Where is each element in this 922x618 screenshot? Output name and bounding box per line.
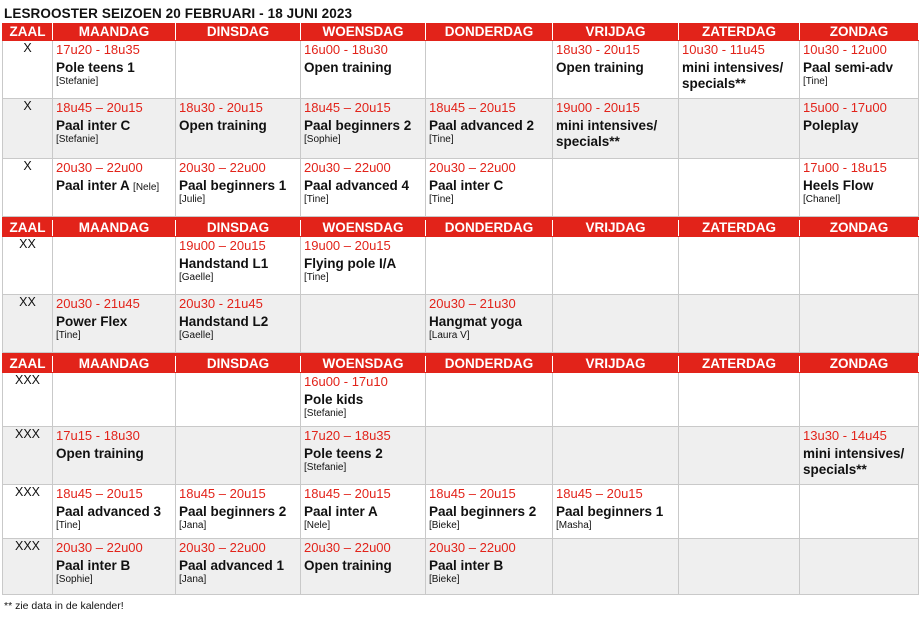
zaal-cell: XX bbox=[3, 237, 53, 295]
class-cell bbox=[176, 295, 301, 353]
class-cell bbox=[679, 373, 800, 427]
class-name-line bbox=[179, 256, 297, 272]
class-cell bbox=[53, 539, 176, 595]
class-cell bbox=[53, 237, 176, 295]
day-header-vrijdag: VRIJDAG bbox=[553, 220, 679, 237]
zaal-cell: XXX bbox=[3, 373, 53, 427]
class-name-line bbox=[429, 314, 549, 330]
class-time: 18u45 – 20u15 bbox=[304, 486, 391, 501]
class-name: Open training bbox=[179, 118, 267, 133]
class-cell bbox=[553, 159, 679, 217]
class-time: 19u00 – 20u15 bbox=[179, 238, 266, 253]
zaal-cell: XXX bbox=[3, 539, 53, 595]
class-time: 16u00 - 17u10 bbox=[304, 374, 388, 389]
class-cell bbox=[426, 295, 553, 353]
teacher-name: [Tine] bbox=[304, 194, 329, 205]
class-name: Power Flex bbox=[56, 314, 128, 329]
teacher-name: [Tine] bbox=[803, 76, 828, 87]
class-time: 18u45 – 20u15 bbox=[304, 100, 391, 115]
class-cell bbox=[176, 373, 301, 427]
schedule-row bbox=[3, 237, 919, 295]
class-cell bbox=[426, 427, 553, 485]
class-cell bbox=[553, 539, 679, 595]
class-time: 19u00 – 20u15 bbox=[304, 238, 391, 253]
class-name: Pole kids bbox=[304, 392, 364, 407]
class-cell bbox=[553, 295, 679, 353]
day-header-donderdag: DONDERDAG bbox=[426, 220, 553, 237]
class-name-line bbox=[803, 118, 915, 134]
class-cell bbox=[426, 237, 553, 295]
class-name-line bbox=[803, 178, 915, 194]
class-name-line bbox=[556, 504, 675, 520]
day-header-woensdag: WOENSDAG bbox=[301, 220, 426, 237]
class-name: Paal beginners 2 bbox=[179, 504, 287, 519]
class-name-line bbox=[429, 118, 549, 134]
class-name: Paal advanced 2 bbox=[429, 118, 535, 133]
teacher-name: [Tine] bbox=[429, 134, 454, 145]
class-name-line bbox=[556, 118, 675, 150]
class-name-line bbox=[803, 446, 915, 478]
teacher-name: [Stefanie] bbox=[304, 462, 347, 473]
day-header-dinsdag: DINSDAG bbox=[176, 24, 301, 41]
class-name: Pole teens 2 bbox=[304, 446, 383, 461]
day-header-maandag: MAANDAG bbox=[53, 24, 176, 41]
class-cell bbox=[53, 99, 176, 159]
class-cell bbox=[426, 373, 553, 427]
class-name: mini intensives/ specials** bbox=[682, 60, 784, 91]
day-header-dinsdag: DINSDAG bbox=[176, 356, 301, 373]
day-header-zaterdag: ZATERDAG bbox=[679, 356, 800, 373]
teacher-name: [Laura V] bbox=[429, 330, 470, 341]
teacher-name: [Nele] bbox=[304, 520, 331, 531]
zaal-header: ZAAL bbox=[3, 24, 53, 41]
class-time: 18u45 – 20u15 bbox=[179, 486, 266, 501]
teacher-name: [Nele] bbox=[133, 182, 160, 193]
day-header-zondag: ZONDAG bbox=[800, 24, 919, 41]
class-name: Open training bbox=[56, 446, 144, 461]
class-name-line bbox=[304, 60, 422, 76]
class-name: Handstand L1 bbox=[179, 256, 269, 271]
class-time: 10u30 - 12u00 bbox=[803, 42, 887, 57]
class-cell bbox=[679, 159, 800, 217]
teacher-name: [Jana] bbox=[179, 574, 207, 585]
class-cell bbox=[553, 485, 679, 539]
class-name-line bbox=[429, 558, 549, 574]
class-cell bbox=[176, 41, 301, 99]
teacher-name: [Sophie] bbox=[56, 574, 93, 585]
zaal-cell: X bbox=[3, 159, 53, 217]
class-name: Paal inter B bbox=[429, 558, 504, 573]
class-name: Handstand L2 bbox=[179, 314, 269, 329]
class-name: Poleplay bbox=[803, 118, 859, 133]
day-header-zondag: ZONDAG bbox=[800, 356, 919, 373]
class-name-line bbox=[304, 504, 422, 520]
day-header-zaterdag: ZATERDAG bbox=[679, 24, 800, 41]
teacher-name: [Masha] bbox=[556, 520, 592, 531]
schedule-row bbox=[3, 373, 919, 427]
teacher-name: [Chanel] bbox=[803, 194, 841, 205]
class-name-line bbox=[304, 558, 422, 574]
class-cell bbox=[53, 295, 176, 353]
teacher-name: [Sophie] bbox=[304, 134, 341, 145]
class-cell bbox=[301, 373, 426, 427]
class-time: 20u30 – 21u30 bbox=[429, 296, 516, 311]
class-time: 16u00 - 18u30 bbox=[304, 42, 388, 57]
class-name: Paal inter A bbox=[56, 178, 130, 193]
class-name-line bbox=[179, 314, 297, 330]
day-header-row bbox=[3, 356, 919, 373]
class-time: 17u00 - 18u15 bbox=[803, 160, 887, 175]
class-name-line bbox=[56, 558, 172, 574]
class-cell bbox=[176, 427, 301, 485]
class-cell bbox=[679, 295, 800, 353]
class-cell bbox=[301, 295, 426, 353]
class-time: 18u45 – 20u15 bbox=[429, 100, 516, 115]
zaal-header: ZAAL bbox=[3, 356, 53, 373]
class-time: 18u30 - 20u15 bbox=[556, 42, 640, 57]
class-name: Flying pole I/A bbox=[304, 256, 397, 271]
class-cell bbox=[800, 373, 919, 427]
day-header-vrijdag: VRIJDAG bbox=[553, 24, 679, 41]
class-time: 20u30 – 22u00 bbox=[304, 160, 391, 175]
day-header-vrijdag: VRIJDAG bbox=[553, 356, 679, 373]
class-cell bbox=[53, 41, 176, 99]
day-header-maandag: MAANDAG bbox=[53, 220, 176, 237]
class-name: Paal advanced 1 bbox=[179, 558, 285, 573]
class-cell bbox=[176, 159, 301, 217]
teacher-name: [Stefanie] bbox=[304, 408, 347, 419]
day-header-woensdag: WOENSDAG bbox=[301, 356, 426, 373]
class-cell bbox=[553, 237, 679, 295]
class-cell bbox=[301, 237, 426, 295]
class-name-line bbox=[682, 60, 796, 92]
class-cell bbox=[679, 485, 800, 539]
class-cell bbox=[176, 237, 301, 295]
class-time: 20u30 – 22u00 bbox=[429, 540, 516, 555]
class-time: 18u45 – 20u15 bbox=[429, 486, 516, 501]
class-time: 20u30 – 22u00 bbox=[56, 540, 143, 555]
day-header-row bbox=[3, 24, 919, 41]
class-cell bbox=[426, 99, 553, 159]
teacher-name: [Stefanie] bbox=[56, 134, 99, 145]
class-name: mini intensives/ specials** bbox=[556, 118, 658, 149]
teacher-name: [Tine] bbox=[56, 520, 81, 531]
class-cell bbox=[679, 41, 800, 99]
class-cell bbox=[553, 427, 679, 485]
zaal-cell: XXX bbox=[3, 427, 53, 485]
teacher-name: [Gaelle] bbox=[179, 330, 214, 341]
class-cell bbox=[800, 427, 919, 485]
class-name-line bbox=[56, 118, 172, 134]
teacher-name: [Julie] bbox=[179, 194, 206, 205]
class-name: Heels Flow bbox=[803, 178, 874, 193]
class-cell bbox=[679, 427, 800, 485]
class-cell bbox=[301, 539, 426, 595]
footnote: ** zie data in de kalender! bbox=[4, 600, 124, 612]
class-name-line bbox=[179, 118, 297, 134]
class-name: Paal inter C bbox=[429, 178, 504, 193]
class-cell bbox=[426, 159, 553, 217]
class-cell bbox=[553, 41, 679, 99]
class-cell bbox=[679, 539, 800, 595]
day-header-dinsdag: DINSDAG bbox=[176, 220, 301, 237]
class-name-line bbox=[803, 60, 915, 76]
class-time: 10u30 - 11u45 bbox=[682, 42, 765, 57]
class-name-line bbox=[179, 558, 297, 574]
class-name-line bbox=[429, 504, 549, 520]
class-cell bbox=[53, 485, 176, 539]
day-header-donderdag: DONDERDAG bbox=[426, 24, 553, 41]
teacher-name: [Tine] bbox=[429, 194, 454, 205]
class-name: mini intensives/ specials** bbox=[803, 446, 905, 477]
class-time: 18u30 - 20u15 bbox=[179, 100, 263, 115]
class-cell bbox=[800, 99, 919, 159]
class-cell bbox=[176, 99, 301, 159]
class-time: 20u30 – 22u00 bbox=[429, 160, 516, 175]
schedule-row bbox=[3, 295, 919, 353]
class-cell bbox=[301, 41, 426, 99]
class-cell bbox=[800, 237, 919, 295]
class-cell bbox=[553, 99, 679, 159]
schedule-row bbox=[3, 41, 919, 99]
class-cell bbox=[679, 99, 800, 159]
class-time: 17u20 – 18u35 bbox=[304, 428, 391, 443]
class-cell bbox=[800, 41, 919, 99]
day-header-woensdag: WOENSDAG bbox=[301, 24, 426, 41]
class-time: 18u45 – 20u15 bbox=[56, 100, 143, 115]
teacher-name: [Jana] bbox=[179, 520, 207, 531]
class-cell bbox=[176, 485, 301, 539]
class-name-line bbox=[179, 504, 297, 520]
class-cell bbox=[800, 295, 919, 353]
day-header-donderdag: DONDERDAG bbox=[426, 356, 553, 373]
class-cell bbox=[800, 539, 919, 595]
class-name: Hangmat yoga bbox=[429, 314, 523, 329]
class-name: Paal semi-adv bbox=[803, 60, 894, 75]
zaal-cell: X bbox=[3, 99, 53, 159]
teacher-name: [Stefanie] bbox=[56, 76, 99, 87]
class-time: 13u30 - 14u45 bbox=[803, 428, 887, 443]
class-name: Paal beginners 1 bbox=[556, 504, 664, 519]
class-name: Paal advanced 4 bbox=[304, 178, 410, 193]
class-name-line bbox=[304, 118, 422, 134]
class-time: 20u30 – 22u00 bbox=[304, 540, 391, 555]
class-name: Pole teens 1 bbox=[56, 60, 135, 75]
class-name: Open training bbox=[304, 558, 392, 573]
class-cell bbox=[301, 99, 426, 159]
day-header-zaterdag: ZATERDAG bbox=[679, 220, 800, 237]
class-cell bbox=[176, 539, 301, 595]
class-time: 19u00 - 20u15 bbox=[556, 100, 640, 115]
class-name: Paal inter C bbox=[56, 118, 131, 133]
class-time: 18u45 – 20u15 bbox=[56, 486, 143, 501]
teacher-name: [Bieke] bbox=[429, 574, 460, 585]
class-cell bbox=[800, 485, 919, 539]
teacher-name: [Gaelle] bbox=[179, 272, 214, 283]
class-cell bbox=[426, 41, 553, 99]
class-cell bbox=[53, 373, 176, 427]
class-name: Paal inter A bbox=[304, 504, 378, 519]
class-name-line bbox=[304, 256, 422, 272]
schedule-table bbox=[2, 23, 919, 595]
page-title: LESROOSTER SEIZOEN 20 FEBRUARI - 18 JUNI 2023 bbox=[4, 6, 353, 21]
class-time: 20u30 – 22u00 bbox=[179, 160, 266, 175]
class-cell bbox=[679, 237, 800, 295]
day-header-maandag: MAANDAG bbox=[53, 356, 176, 373]
schedule-row bbox=[3, 99, 919, 159]
class-time: 17u20 - 18u35 bbox=[56, 42, 140, 57]
class-name-line bbox=[304, 446, 422, 462]
class-cell bbox=[53, 427, 176, 485]
class-time: 15u00 - 17u00 bbox=[803, 100, 887, 115]
class-name-line bbox=[556, 60, 675, 76]
class-time: 20u30 – 22u00 bbox=[179, 540, 266, 555]
class-name-line bbox=[179, 178, 297, 194]
teacher-name: [Tine] bbox=[56, 330, 81, 341]
teacher-name: [Tine] bbox=[304, 272, 329, 283]
zaal-header: ZAAL bbox=[3, 220, 53, 237]
class-cell bbox=[426, 485, 553, 539]
class-time: 20u30 – 22u00 bbox=[56, 160, 143, 175]
class-time: 20u30 - 21u45 bbox=[179, 296, 263, 311]
class-cell bbox=[301, 427, 426, 485]
class-name: Open training bbox=[304, 60, 392, 75]
class-name-line bbox=[56, 178, 172, 196]
class-cell bbox=[800, 159, 919, 217]
class-name: Paal beginners 2 bbox=[429, 504, 537, 519]
class-name-line bbox=[56, 60, 172, 76]
teacher-name: [Bieke] bbox=[429, 520, 460, 531]
class-name: Paal beginners 1 bbox=[179, 178, 287, 193]
zaal-cell: X bbox=[3, 41, 53, 99]
class-name-line bbox=[56, 314, 172, 330]
class-time: 17u15 - 18u30 bbox=[56, 428, 140, 443]
class-time: 18u45 – 20u15 bbox=[556, 486, 643, 501]
class-cell bbox=[426, 539, 553, 595]
class-name-line bbox=[429, 178, 549, 194]
day-header-row bbox=[3, 220, 919, 237]
class-cell bbox=[553, 373, 679, 427]
class-name: Paal inter B bbox=[56, 558, 131, 573]
class-cell bbox=[301, 485, 426, 539]
zaal-cell: XX bbox=[3, 295, 53, 353]
class-name-line bbox=[56, 446, 172, 462]
class-cell bbox=[53, 159, 176, 217]
zaal-cell: XXX bbox=[3, 485, 53, 539]
schedule-row bbox=[3, 159, 919, 217]
class-name-line bbox=[56, 504, 172, 520]
class-name-line bbox=[304, 392, 422, 408]
class-name-line bbox=[304, 178, 422, 194]
schedule-row bbox=[3, 485, 919, 539]
schedule-row bbox=[3, 427, 919, 485]
class-name: Open training bbox=[556, 60, 644, 75]
class-name: Paal advanced 3 bbox=[56, 504, 162, 519]
schedule-row bbox=[3, 539, 919, 595]
class-cell bbox=[301, 159, 426, 217]
class-time: 20u30 - 21u45 bbox=[56, 296, 140, 311]
class-name: Paal beginners 2 bbox=[304, 118, 412, 133]
day-header-zondag: ZONDAG bbox=[800, 220, 919, 237]
